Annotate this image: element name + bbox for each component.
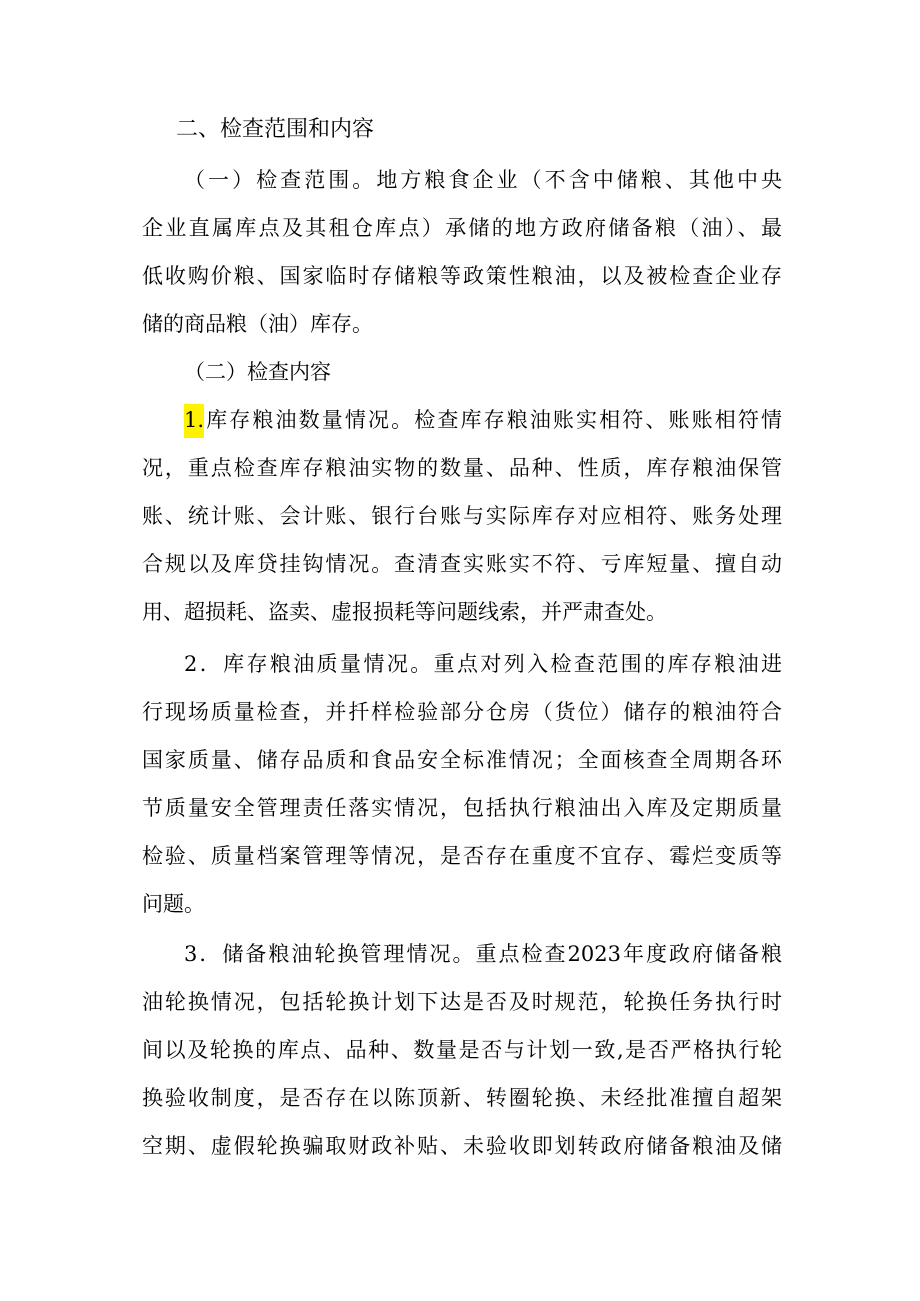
section-heading: 二、检查范围和内容 bbox=[176, 117, 375, 142]
text-line: 间以及轮换的库点、品种、数量是否与计划一致,是否严格执行轮 bbox=[142, 1038, 782, 1062]
item3-paragraph bbox=[142, 930, 782, 1170]
text-line: 况，重点检查库存粮油实物的数量、品种、性质，库存粮油保管 bbox=[142, 456, 782, 480]
item1-paragraph bbox=[142, 396, 782, 636]
text-line: 国家质量、储存品质和食品安全标准情况；全面核查全周期各环 bbox=[142, 748, 782, 772]
text-line: 2．库存粮油质量情况。重点对列入检查范围的库存粮油进 bbox=[184, 652, 782, 676]
text-line bbox=[142, 396, 782, 444]
highlighted-number: 1. bbox=[184, 404, 204, 438]
text-line: 节质量安全管理责任落实情况，包括执行粮油出入库及定期质量 bbox=[142, 796, 782, 820]
text-line: 换验收制度，是否存在以陈顶新、转圈轮换、未经批准擅自超架 bbox=[142, 1086, 782, 1110]
content-subheading: （二）检查内容 bbox=[184, 360, 331, 384]
scope-paragraph bbox=[142, 156, 782, 348]
text-line: 账、统计账、会计账、银行台账与实际库存对应相符、账务处理 bbox=[142, 504, 782, 528]
text-line: 低收购价粮、国家临时存储粮等政策性粮油，以及被检查企业存 bbox=[142, 264, 782, 288]
text-line-rest: 库存粮油数量情况。检查库存粮油账实相符、账账相符情 bbox=[204, 408, 782, 432]
content-subheading-block bbox=[142, 348, 782, 396]
text-line: （一）检查范围。地方粮食企业（不含中储粮、其他中央 bbox=[184, 168, 782, 192]
item2-paragraph bbox=[142, 640, 782, 928]
text-line: 油轮换情况，包括轮换计划下达是否及时规范，轮换任务执行时 bbox=[142, 990, 782, 1014]
text-line: 储的商品粮（油）库存。 bbox=[142, 312, 373, 336]
text-line: 问题。 bbox=[142, 892, 205, 916]
text-line: 行现场质量检查，并扦样检验部分仓房（货位）储存的粮油符合 bbox=[142, 700, 782, 724]
text-line: 合规以及库贷挂钩情况。查清查实账实不符、亏库短量、擅自动 bbox=[142, 552, 782, 576]
text-line: 空期、虚假轮换骗取财政补贴、未验收即划转政府储备粮油及储 bbox=[142, 1134, 782, 1158]
text-line: 企业直属库点及其租仓库点）承储的地方政府储备粮（油）、最 bbox=[142, 216, 782, 240]
text-line: 3．储备粮油轮换管理情况。重点检查2023年度政府储备粮 bbox=[184, 942, 782, 966]
text-line: 检验、质量档案管理等情况，是否存在重度不宜存、霉烂变质等 bbox=[142, 844, 782, 868]
text-line: 用、超损耗、盗卖、虚报损耗等问题线索，并严肃查处。 bbox=[142, 600, 667, 624]
